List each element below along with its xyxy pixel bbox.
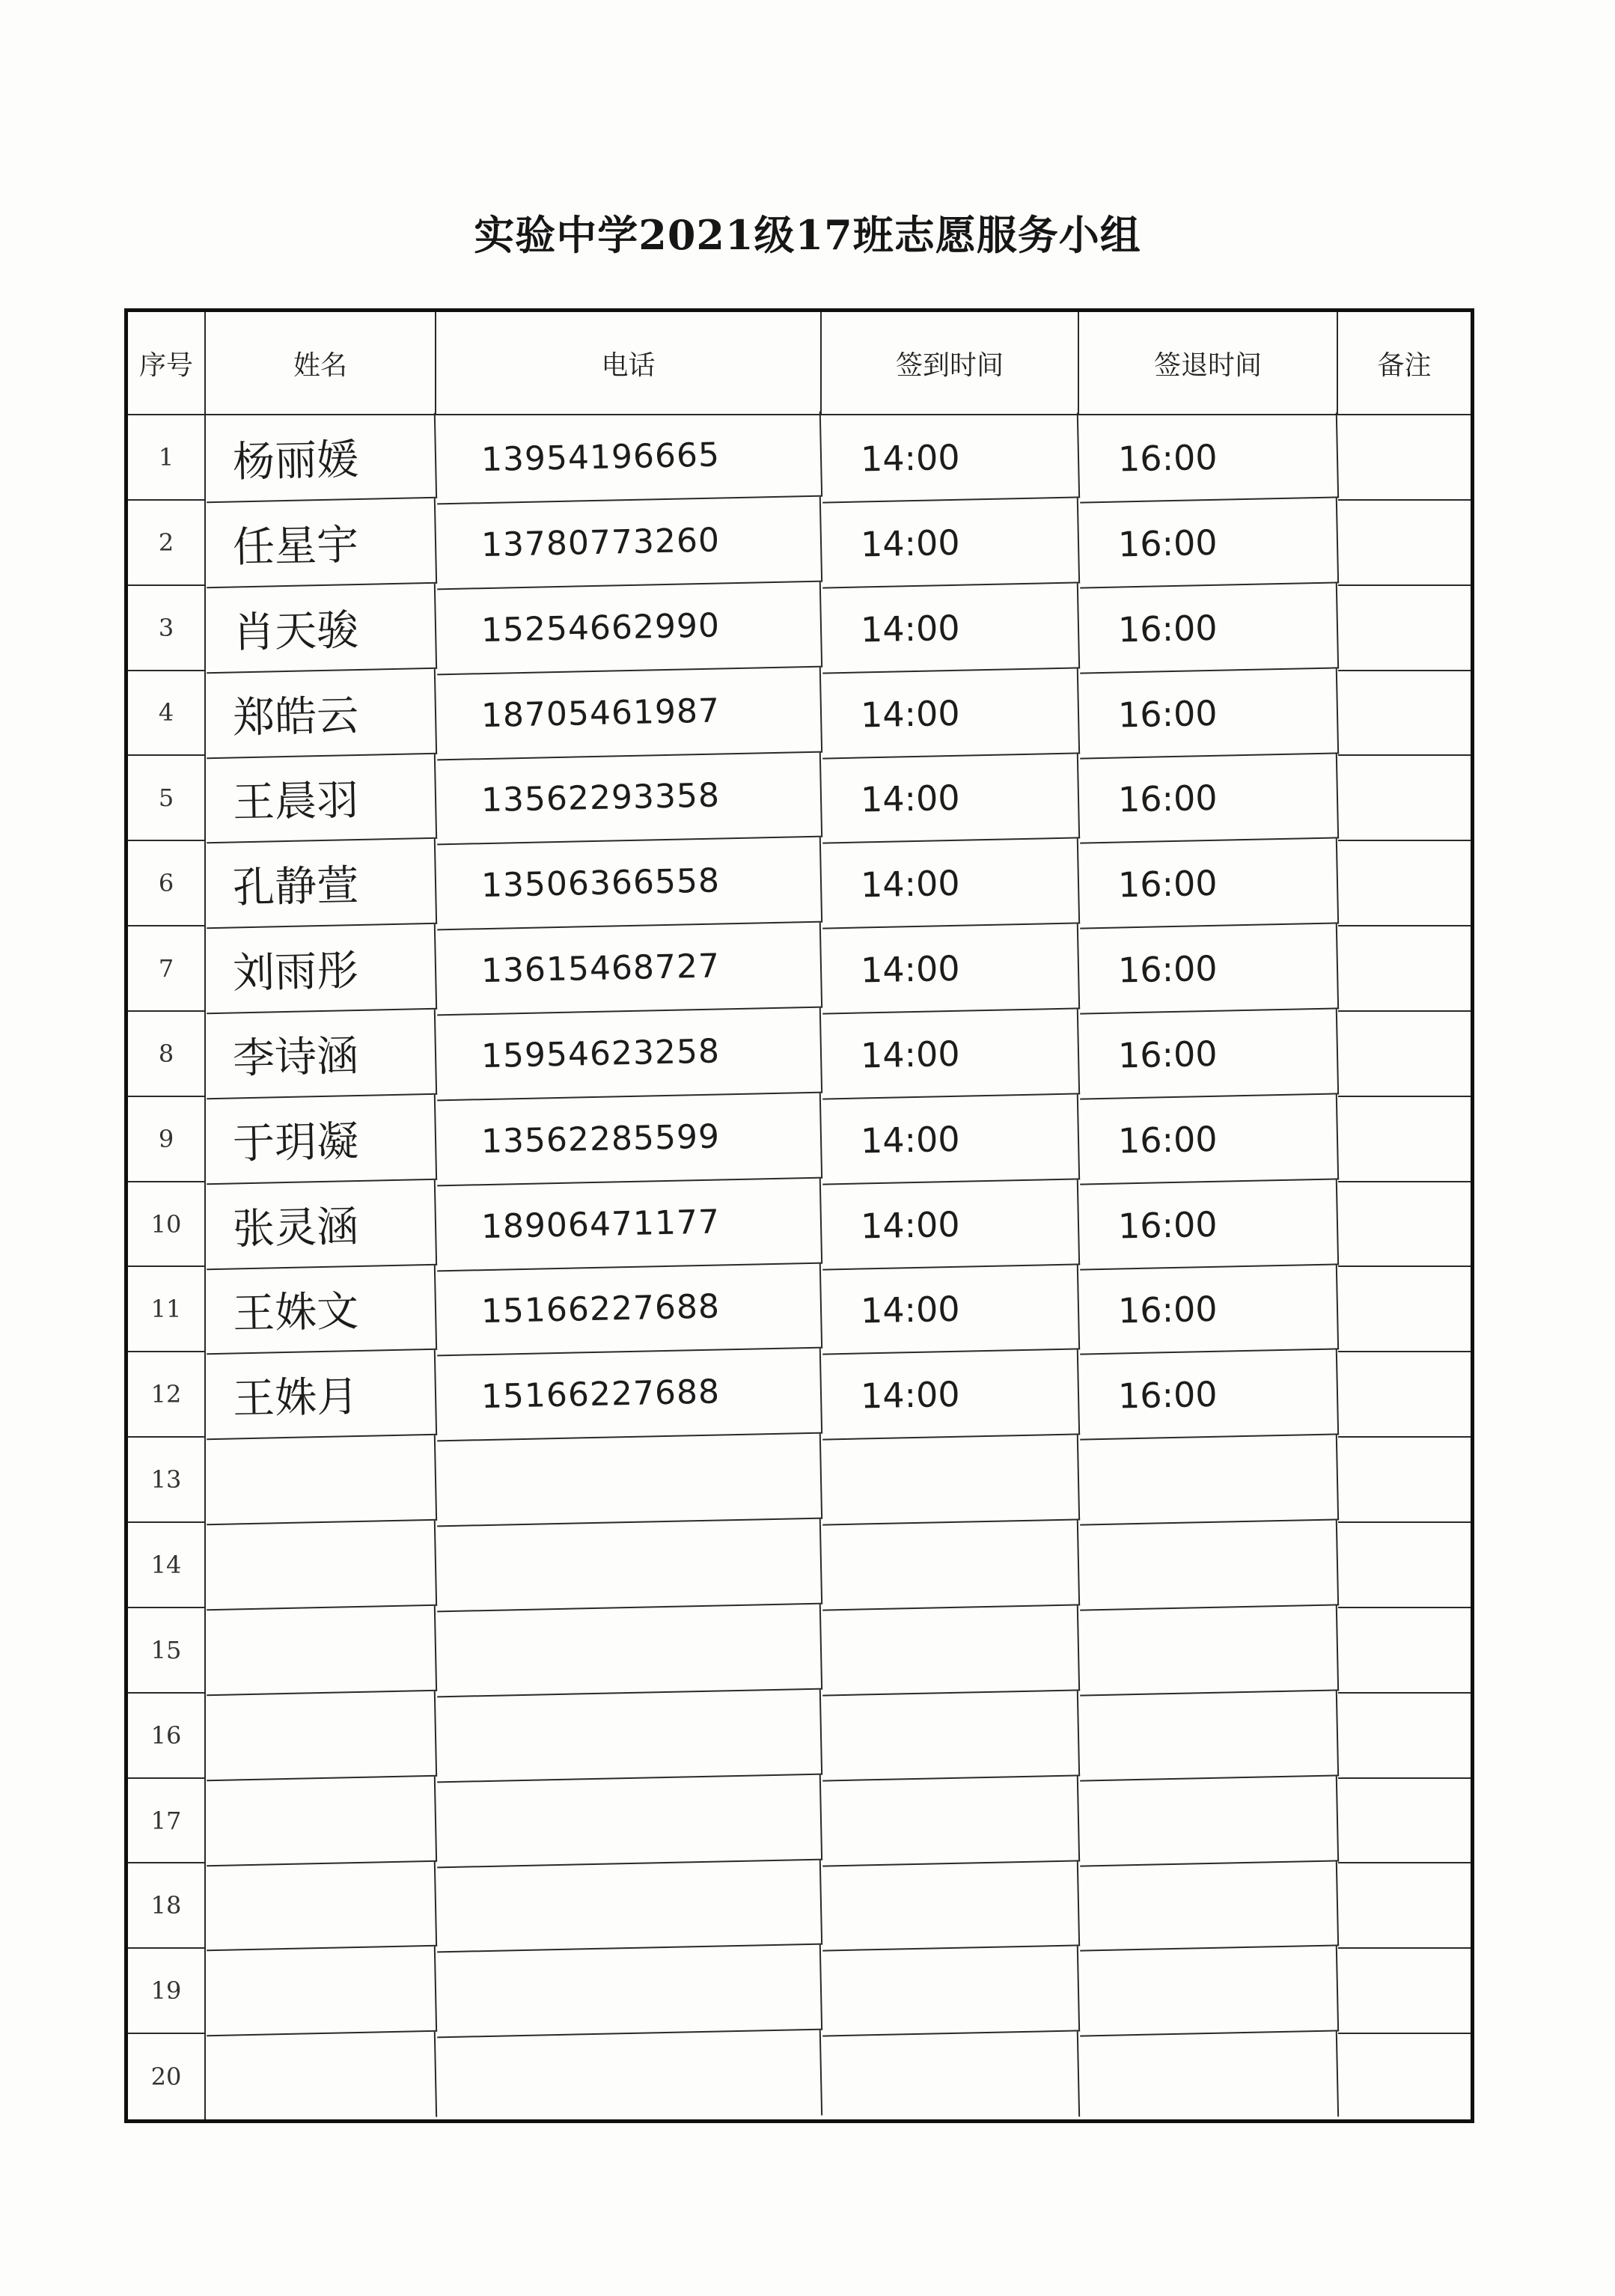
sign-in-time-cell (821, 1776, 1080, 1866)
name-cell: 刘雨彤 (205, 924, 437, 1014)
serial-number-cell: 2 (128, 501, 206, 586)
name-cell: 王晨羽 (205, 754, 437, 843)
remarks-cell (1338, 1182, 1471, 1268)
serial-number-cell: 14 (128, 1523, 206, 1608)
name-cell: 孔静萱 (205, 839, 437, 929)
header-phone: 电话 (436, 312, 822, 415)
name-cell: 李诗涵 (205, 1010, 437, 1099)
document-title: 实验中学2021级17班志愿服务小组 (474, 211, 1141, 259)
serial-number-cell: 16 (128, 1694, 206, 1779)
remarks-cell (1338, 671, 1471, 757)
sign-in-time-cell: 14:00 (821, 1265, 1080, 1355)
remarks-cell (1338, 501, 1471, 586)
sign-out-time-cell (1078, 1605, 1339, 1696)
sign-in-time-cell: 14:00 (821, 924, 1080, 1015)
remarks-cell (1338, 1352, 1471, 1438)
serial-number-cell: 4 (128, 671, 206, 757)
phone-cell (436, 1519, 822, 1613)
phone-cell (436, 1774, 822, 1868)
sign-in-time-cell (821, 1947, 1080, 2037)
header-serial: 序号 (128, 312, 206, 415)
name-cell (205, 1606, 437, 1696)
header-name: 姓名 (206, 312, 436, 415)
header-sign-out-time: 签退时间 (1079, 312, 1338, 415)
name-cell: 王姝月 (205, 1350, 437, 1440)
sign-out-time-cell (1078, 1776, 1339, 1866)
remarks-cell (1338, 1523, 1471, 1608)
phone-cell (436, 1860, 822, 1953)
name-cell: 于玥凝 (205, 1095, 437, 1185)
serial-number-cell: 10 (128, 1182, 206, 1268)
sign-out-time-cell: 16:00 (1078, 1179, 1339, 1270)
phone-cell: 18705461987 (436, 667, 822, 760)
sign-out-time-cell (1078, 2032, 1339, 2122)
name-cell (205, 1861, 437, 1951)
remarks-cell (1338, 415, 1471, 501)
sign-out-time-cell (1078, 1435, 1339, 1526)
name-cell (205, 1776, 437, 1866)
remarks-cell (1338, 926, 1471, 1012)
phone-cell: 15166227688 (436, 1349, 822, 1442)
name-cell: 张灵涵 (205, 1179, 437, 1269)
serial-number-cell: 5 (128, 756, 206, 841)
sign-in-time-cell: 14:00 (821, 668, 1080, 759)
name-cell (205, 2032, 437, 2122)
remarks-cell (1338, 2034, 1471, 2119)
sign-out-time-cell (1078, 1861, 1339, 1952)
remarks-cell (1338, 586, 1471, 671)
remarks-cell (1338, 756, 1471, 841)
phone-cell (436, 1605, 822, 1698)
sign-out-time-cell: 16:00 (1078, 923, 1339, 1014)
name-cell (205, 1521, 437, 1610)
sign-out-time-cell: 16:00 (1078, 668, 1339, 759)
name-cell: 肖天骏 (205, 583, 437, 673)
serial-number-cell: 3 (128, 586, 206, 671)
sign-in-time-cell (821, 1435, 1080, 1526)
name-cell: 任星宇 (205, 498, 437, 588)
remarks-cell (1338, 1267, 1471, 1352)
serial-number-cell: 17 (128, 1779, 206, 1864)
sign-out-time-cell: 16:00 (1078, 839, 1339, 929)
sign-out-time-cell: 16:00 (1078, 1009, 1339, 1099)
sign-in-time-cell (821, 1605, 1080, 1696)
header-sign-in-time: 签到时间 (822, 312, 1079, 415)
serial-number-cell: 15 (128, 1608, 206, 1694)
name-cell (205, 1435, 437, 1525)
sign-in-time-cell: 14:00 (821, 754, 1080, 844)
sign-in-time-cell: 14:00 (821, 1094, 1080, 1185)
remarks-cell (1338, 1949, 1471, 2034)
name-cell: 王姝文 (205, 1265, 437, 1355)
sign-out-time-cell: 16:00 (1078, 1094, 1339, 1185)
phone-cell: 13562285599 (436, 1093, 822, 1186)
sign-out-time-cell: 16:00 (1078, 1350, 1339, 1441)
phone-cell: 18906471177 (436, 1178, 822, 1271)
phone-cell (436, 1945, 822, 2039)
sign-out-time-cell: 16:00 (1078, 1265, 1339, 1355)
serial-number-cell: 7 (128, 926, 206, 1012)
phone-cell: 13562293358 (436, 752, 822, 846)
header-remarks: 备注 (1338, 312, 1471, 415)
serial-number-cell: 6 (128, 841, 206, 926)
phone-cell: 15166227688 (436, 1263, 822, 1357)
phone-cell (436, 1434, 822, 1527)
remarks-cell (1338, 841, 1471, 926)
serial-number-cell: 11 (128, 1267, 206, 1352)
remarks-cell (1338, 1097, 1471, 1182)
phone-cell: 15254662990 (436, 581, 822, 675)
sign-in-time-cell: 14:00 (821, 498, 1080, 588)
sign-in-time-cell (821, 1861, 1080, 1952)
serial-number-cell: 12 (128, 1352, 206, 1438)
sign-out-time-cell: 16:00 (1078, 583, 1339, 674)
sign-in-time-cell: 14:00 (821, 1009, 1080, 1099)
sign-in-table (124, 308, 1474, 2123)
sign-in-time-cell: 14:00 (821, 412, 1080, 503)
sign-out-time-cell: 16:00 (1078, 754, 1339, 844)
sign-in-time-cell (821, 1520, 1080, 1610)
remarks-cell (1338, 1863, 1471, 1949)
phone-cell (436, 2030, 822, 2124)
sign-in-time-cell: 14:00 (821, 839, 1080, 929)
remarks-cell (1338, 1694, 1471, 1779)
phone-cell: 13615468727 (436, 923, 822, 1016)
sign-in-time-cell (821, 2032, 1080, 2122)
sign-in-time-cell: 14:00 (821, 1350, 1080, 1441)
serial-number-cell: 1 (128, 415, 206, 501)
remarks-cell (1338, 1779, 1471, 1864)
sign-out-time-cell: 16:00 (1078, 412, 1339, 503)
serial-number-cell: 8 (128, 1012, 206, 1097)
sign-in-time-cell: 14:00 (821, 583, 1080, 674)
name-cell: 郑皓云 (205, 668, 437, 758)
name-cell: 杨丽媛 (205, 413, 437, 503)
phone-cell: 15954623258 (436, 1008, 822, 1102)
phone-cell (436, 1689, 822, 1783)
remarks-cell (1338, 1608, 1471, 1694)
remarks-cell (1338, 1438, 1471, 1523)
phone-cell: 13780773260 (436, 496, 822, 590)
serial-number-cell: 19 (128, 1949, 206, 2034)
name-cell (205, 1947, 437, 2036)
sign-out-time-cell (1078, 1947, 1339, 2037)
sign-in-time-cell: 14:00 (821, 1179, 1080, 1270)
sign-in-time-cell (821, 1691, 1080, 1781)
serial-number-cell: 9 (128, 1097, 206, 1182)
remarks-cell (1338, 1012, 1471, 1097)
phone-cell: 13954196665 (436, 412, 822, 505)
serial-number-cell: 18 (128, 1863, 206, 1949)
phone-cell: 13506366558 (436, 837, 822, 931)
serial-number-cell: 20 (128, 2034, 206, 2119)
sign-out-time-cell (1078, 1691, 1339, 1781)
sign-out-time-cell: 16:00 (1078, 498, 1339, 588)
sign-out-time-cell (1078, 1520, 1339, 1610)
serial-number-cell: 13 (128, 1438, 206, 1523)
name-cell (205, 1691, 437, 1781)
